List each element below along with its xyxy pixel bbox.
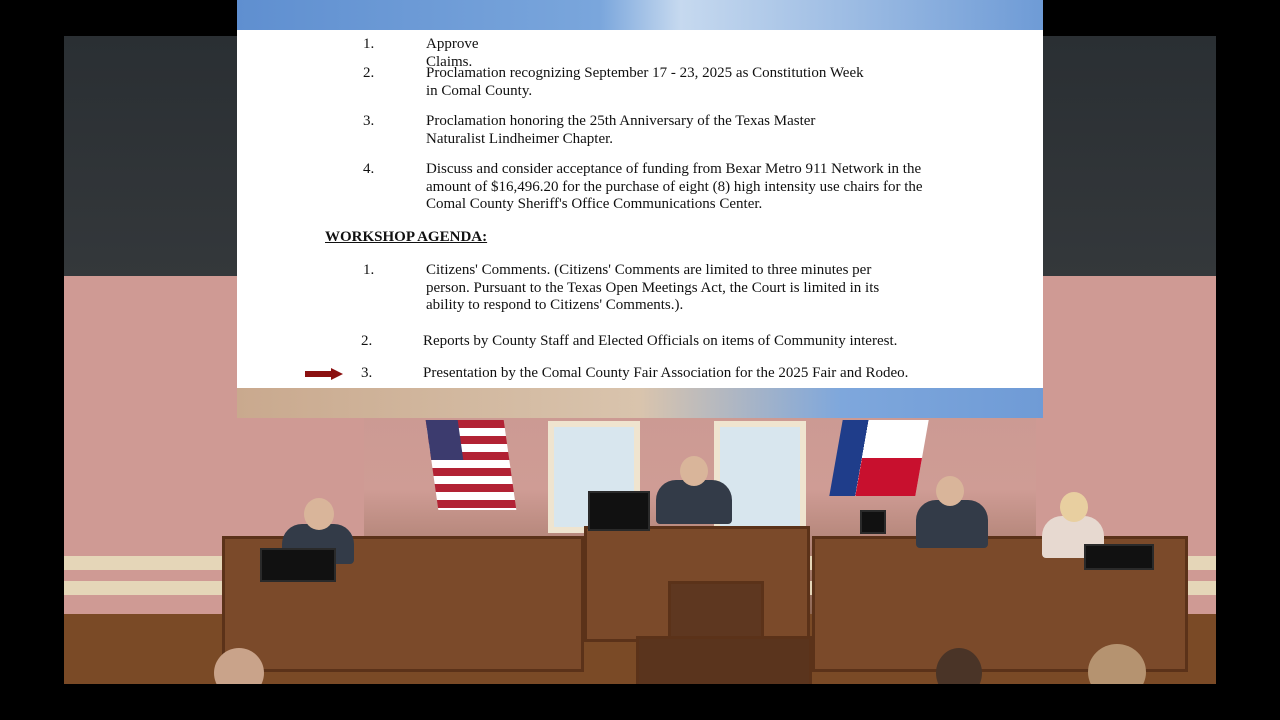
item-number: 1. <box>363 36 375 52</box>
person-head <box>936 476 964 506</box>
item-number: 3. <box>361 365 373 381</box>
item-text-line: Discuss and consider acceptance of funding from Bexar Metro 911 Network in the <box>426 161 922 177</box>
agenda-document <box>237 30 1043 388</box>
arrow-shaft <box>305 371 333 377</box>
person-head <box>680 456 708 486</box>
item-number: 1. <box>363 262 375 278</box>
item-number: 2. <box>361 333 373 349</box>
item-number: 2. <box>363 65 375 81</box>
workshop-agenda-heading: WORKSHOP AGENDA: <box>325 229 488 245</box>
commissioner-right <box>916 500 988 548</box>
item-number: 4. <box>363 161 375 177</box>
item-text-line: Citizens' Comments. (Citizens' Comments are limited to three minutes per <box>426 262 872 278</box>
item-text-line: in Comal County. <box>426 82 533 99</box>
item-text-line: Proclamation recognizing September 17 - 23, 2025 as Constitution Week <box>426 65 864 81</box>
monitor <box>860 510 886 534</box>
monitor <box>260 548 336 582</box>
us-flag <box>426 420 517 510</box>
monitor <box>1084 544 1154 570</box>
table <box>636 636 812 684</box>
item-text-line: Comal County Sheriff's Office Communications Center. <box>426 196 763 212</box>
person-head <box>1060 492 1088 522</box>
person-head <box>304 498 334 530</box>
document-banner-bottom <box>237 388 1043 418</box>
county-judge <box>656 480 732 524</box>
arrow-head <box>331 368 343 380</box>
item-text-line: Presentation by the Comal County Fair Association for the 2025 Fair and Rodeo. <box>423 365 909 381</box>
item-text-line: Naturalist Lindheimer Chapter. <box>426 130 614 147</box>
item-number: 3. <box>363 113 375 129</box>
current-item-arrow-icon <box>305 368 343 380</box>
item-text-line: person. Pursuant to the Texas Open Meetings Act, the Court is limited in its <box>426 279 880 296</box>
monitor <box>588 491 650 531</box>
texas-flag <box>829 420 928 496</box>
document-banner <box>237 0 1043 30</box>
item-text-line: Proclamation honoring the 25th Anniversary of the Texas Master <box>426 113 816 129</box>
item-text-line: Approve Claims. <box>426 36 479 70</box>
item-text-line: ability to respond to Citizens' Comments.). <box>426 297 684 313</box>
item-text-line: amount of $16,496.20 for the purchase of eight (8) high intensity use chairs for the <box>426 178 923 195</box>
item-text-line: Reports by County Staff and Elected Officials on items of Community interest. <box>423 333 898 349</box>
